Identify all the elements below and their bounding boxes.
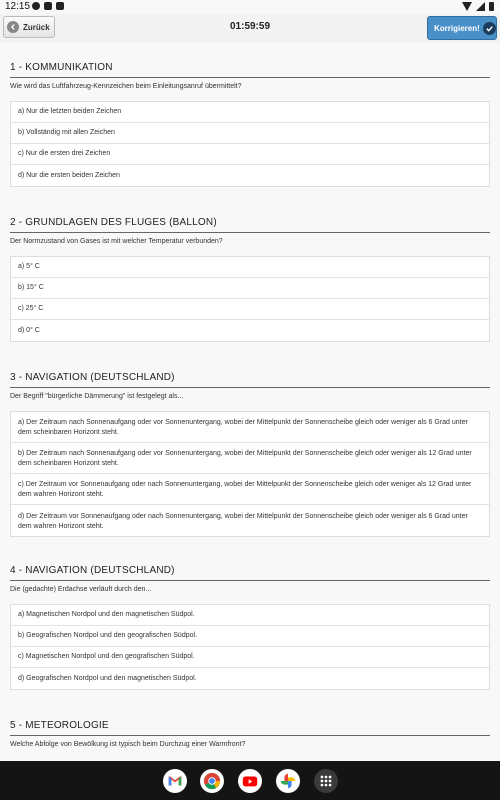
app-drawer-icon[interactable] (314, 769, 338, 793)
back-button-label: Zurück (23, 22, 50, 32)
answer-option-b[interactable]: b) Der Zeitraum nach Sonnenaufgang oder vor Sonnenuntergang, wobei der Mittelpunkt der Sonnenscheibe gleich oder weniger als 12 Grad unter dem scheinbaren Horizont steht. (11, 443, 489, 474)
status-bar (0, 0, 500, 14)
answer-list (10, 101, 490, 187)
signal-icon (476, 2, 485, 11)
youtube-icon[interactable] (238, 769, 262, 793)
toolbar (0, 14, 500, 43)
answer-option-d[interactable]: d) Geografischen Nordpol und den magnetischen Südpol. (18, 674, 197, 682)
question-text: Welche Abfolge von Bewölkung ist typisch beim Durchzug einer Warmfront? (10, 741, 246, 748)
question-5 (10, 720, 490, 748)
answer-option-c[interactable]: c) 25° C (11, 299, 489, 320)
answer-list (10, 411, 490, 537)
question-text: Der Normzustand von Gases ist mit welcher Temperatur verbunden? (10, 238, 223, 245)
answer-list (10, 256, 490, 342)
answer-option-d[interactable]: d) Nur die ersten beiden Zeichen (18, 171, 120, 179)
question-1 (10, 62, 490, 187)
settings-notification-icon (32, 2, 40, 10)
photos-icon[interactable] (276, 769, 300, 793)
status-time: 12:15 (5, 1, 31, 12)
correct-button[interactable] (427, 16, 497, 40)
question-list[interactable] (0, 43, 500, 761)
answer-option-a[interactable]: a) Der Zeitraum nach Sonnenaufgang oder vor Sonnenuntergang, wobei der Mittelpunkt der Sonnenscheibe gleich oder weniger als 6 Grad unter dem scheinbaren Horizont steht. (11, 412, 489, 443)
system-icons (462, 2, 494, 11)
exam-timer: 01:59:59 (229, 21, 271, 32)
answer-option-b[interactable]: b) Vollständig mit allen Zeichen (11, 123, 489, 144)
answer-option-b[interactable]: b) Geografischen Nordpol und den geografischen Südpol. (11, 626, 489, 647)
answer-option-a[interactable]: a) Nur die letzten beiden Zeichen (11, 102, 489, 123)
question-text: Der Begriff "bürgerliche Dämmerung" ist festgelegt als... (10, 393, 184, 400)
question-3 (10, 372, 490, 537)
question-title: 3 - NAVIGATION (DEUTSCHLAND) (10, 372, 490, 388)
answer-option-a[interactable]: a) 5° C (11, 257, 489, 278)
question-2 (10, 217, 490, 342)
question-text: Wie wird das Luftfahrzeug-Kennzeichen beim Einleitungsanruf übermittelt? (10, 83, 242, 90)
battery-icon (489, 2, 494, 11)
checkmark-icon (483, 22, 496, 35)
answer-option-b[interactable]: b) 15° C (11, 278, 489, 299)
shield-notification-icon (44, 2, 52, 10)
answer-list (10, 604, 490, 690)
question-title: 1 - KOMMUNIKATION (10, 62, 490, 78)
answer-option-c[interactable]: c) Magnetischen Nordpol und den geografischen Südpol. (11, 647, 489, 668)
chrome-icon[interactable] (200, 769, 224, 793)
correct-button-label: Korrigieren! (434, 23, 480, 33)
notification-icons (32, 2, 64, 10)
answer-option-d[interactable]: d) Der Zeitraum vor Sonnenaufgang oder nach Sonnenuntergang, wobei der Mittelpunkt der Sonnenscheibe gleich oder weniger als 6 Grad unter dem wahren Horizont steht. (18, 512, 468, 530)
sim-notification-icon (56, 2, 64, 10)
wifi-icon (462, 2, 472, 11)
answer-option-a[interactable]: a) Magnetischen Nordpol und den magnetischen Südpol. (11, 605, 489, 626)
answer-option-c[interactable]: c) Der Zeitraum vor Sonnenaufgang oder nach Sonnenuntergang, wobei der Mittelpunkt der Sonnenscheibe gleich oder weniger als 12 Grad unter dem wahren Horizont steht. (11, 474, 489, 505)
answer-option-d[interactable]: d) 0° C (18, 326, 40, 334)
question-text: Die (gedachte) Erdachse verläuft durch den... (10, 586, 152, 593)
answer-option-c[interactable]: c) Nur die ersten drei Zeichen (11, 144, 489, 165)
question-4 (10, 565, 490, 690)
question-title: 5 - METEOROLOGIE (10, 720, 490, 736)
question-title: 4 - NAVIGATION (DEUTSCHLAND) (10, 565, 490, 581)
question-title: 2 - GRUNDLAGEN DES FLUGES (BALLON) (10, 217, 490, 233)
gmail-icon[interactable] (163, 769, 187, 793)
taskbar (0, 761, 500, 800)
